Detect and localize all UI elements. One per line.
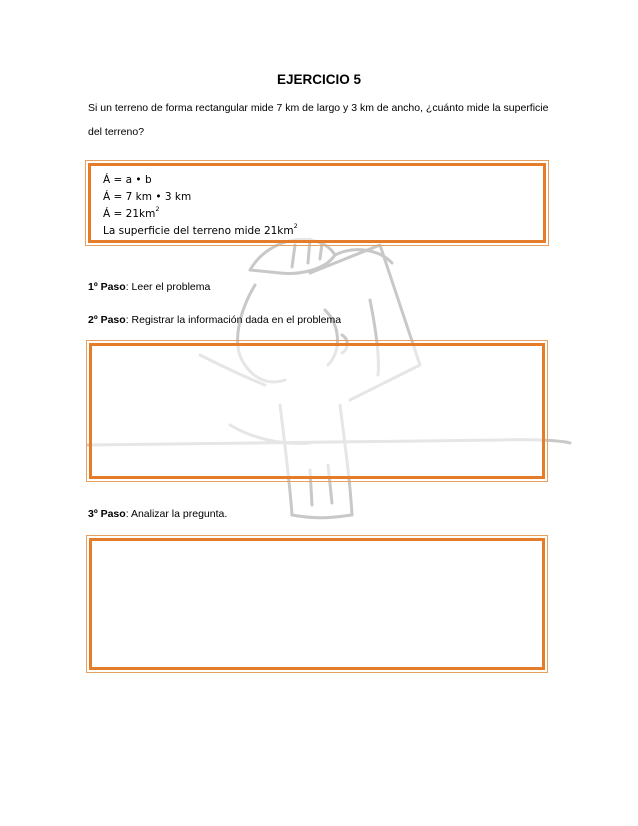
substitution-line: Á = 7 km • 3 km bbox=[103, 191, 192, 203]
step-1: 1º Paso: Leer el problema bbox=[88, 281, 211, 293]
step-3: 3º Paso: Analizar la pregunta. bbox=[88, 508, 228, 520]
result-line: Á = $21km^2$ bbox=[103, 205, 160, 220]
problem-statement: Si un terreno de forma rectangular mide 7 km de largo y 3 km de ancho, ¿cuánto mide la superficie del terreno? bbox=[88, 102, 549, 138]
solution-box bbox=[88, 163, 546, 243]
step-3-answer-box bbox=[89, 538, 545, 670]
answer-line: La superficie del terreno mide $21km^2$ bbox=[103, 222, 298, 237]
exercise-title: EJERCICIO 5 bbox=[276, 72, 362, 87]
step-2-answer-box bbox=[89, 343, 545, 479]
step-2: 2º Paso: Registrar la información dada en el problema bbox=[88, 314, 342, 326]
formula-line: Á = a • b bbox=[103, 174, 152, 186]
